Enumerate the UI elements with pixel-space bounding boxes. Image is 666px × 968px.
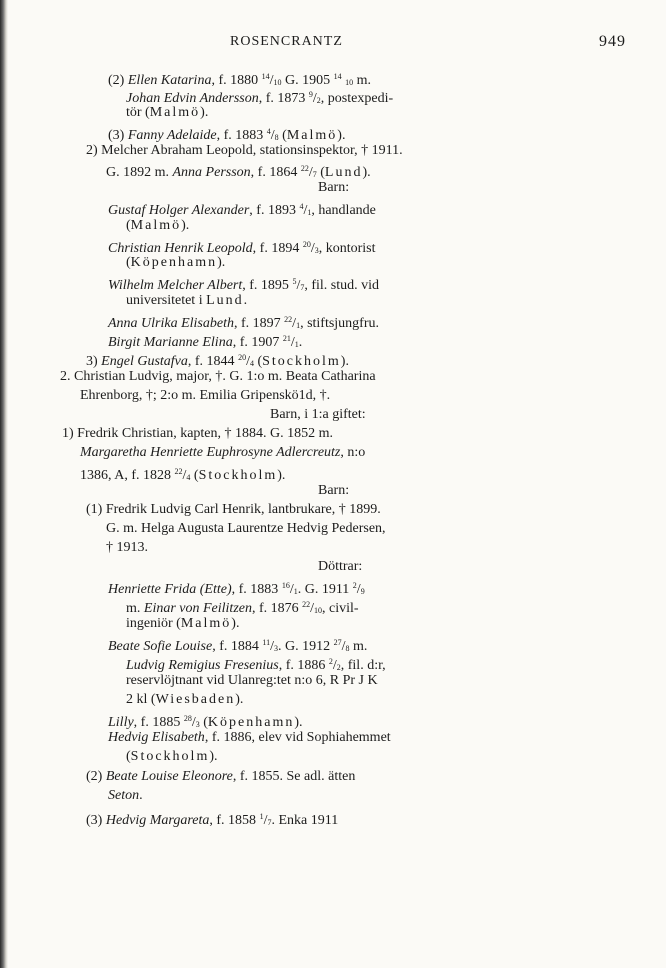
text-run: Stockholm	[130, 749, 210, 764]
text-line	[62, 425, 333, 443]
text-run: (	[199, 715, 208, 730]
text-run: Barn:	[318, 483, 350, 498]
text-run: Ludvig Remigius Fresenius	[126, 658, 279, 673]
text-run: 22	[284, 315, 293, 324]
text-run: (	[126, 218, 131, 233]
text-run: , f. 1886, elev vid Sophiahemmet	[204, 730, 391, 745]
text-run: 4	[186, 473, 191, 482]
text-run: 1	[307, 208, 312, 217]
text-line	[270, 406, 366, 424]
text-line	[126, 104, 208, 122]
text-run: 2	[328, 657, 333, 666]
text-run: /	[341, 639, 346, 654]
text-run: /	[332, 658, 337, 673]
text-run: 21	[282, 334, 291, 343]
text-run: 10	[345, 78, 354, 87]
text-run: Seton	[108, 788, 140, 803]
text-run: , f. 1873	[258, 91, 309, 106]
text-line	[108, 729, 391, 747]
text-line	[126, 748, 218, 766]
text-run: Gustaf Holger Alexander	[108, 203, 250, 218]
text-run: .	[243, 293, 248, 308]
text-run: 1	[294, 340, 299, 349]
text-run: , f. 1876	[251, 601, 303, 616]
text-run: Döttrar:	[318, 559, 363, 574]
text-line	[80, 387, 330, 405]
text-run: , f. 1883	[216, 128, 267, 143]
text-run: Wilhelm Melcher Albert	[108, 278, 243, 293]
text-run: Ehrenborg, †; 2:o m. Emilia Gripenskö1d, †.	[80, 388, 331, 403]
text-run: Barn, i 1:a giftet:	[270, 407, 366, 422]
text-line	[318, 558, 362, 576]
text-run: /	[303, 203, 308, 218]
text-line	[60, 368, 376, 386]
text-run: 1	[259, 812, 264, 821]
text-run: † 1913.	[106, 540, 148, 555]
text-run: 7	[267, 818, 272, 827]
text-run: 28	[183, 714, 192, 723]
text-run: , f. 1883	[231, 582, 282, 597]
text-run: 22	[174, 467, 183, 476]
text-run: /	[356, 582, 361, 597]
text-run: (	[126, 255, 131, 270]
text-run: , f. 1894	[252, 241, 303, 256]
text-run: 2	[336, 663, 341, 672]
text-run: Barn:	[318, 180, 350, 195]
text-run: , f. 1864	[250, 165, 301, 180]
text-line	[318, 179, 349, 197]
text-run: Beate Sofie Louise	[108, 639, 213, 654]
text-run: , f. 1897	[234, 316, 285, 331]
text-line	[318, 482, 349, 500]
text-run: /	[292, 316, 297, 331]
text-run: Fanny Adelaide	[127, 128, 217, 143]
text-line	[80, 463, 285, 487]
text-run: 22	[302, 600, 311, 609]
text-run: 8	[274, 133, 279, 142]
text-run: 9	[308, 90, 313, 99]
text-run: 14	[333, 72, 342, 81]
text-run: 11	[262, 638, 271, 647]
text-run: 22	[300, 164, 309, 173]
text-run: 7	[312, 170, 317, 179]
text-run: m.	[349, 639, 368, 654]
text-run: /	[269, 73, 274, 88]
text-run: 10	[273, 78, 282, 87]
text-run: 5	[292, 277, 297, 286]
text-run: /	[270, 639, 274, 654]
text-run: /	[310, 241, 315, 256]
text-run: 20	[238, 353, 247, 362]
text-run: /	[310, 601, 315, 616]
text-run: Engel Gustafva	[101, 354, 188, 369]
text-run: , civil-	[322, 601, 359, 616]
text-run: , f. 1884	[212, 639, 263, 654]
text-run: ).	[181, 218, 190, 233]
text-run: Hedvig Elisabeth	[108, 730, 205, 745]
text-run: m.	[126, 601, 144, 616]
text-run: 7	[300, 283, 305, 292]
text-run: Margaretha Henriette Euphrosyne Adlercreutz	[80, 445, 341, 460]
text-run: 8	[345, 644, 350, 653]
text-run: Beate Louise Eleonore	[105, 769, 233, 784]
text-run: Lund	[206, 293, 244, 308]
text-run: , fil. d:r,	[340, 658, 386, 673]
text-run: . G. 1911	[297, 582, 353, 597]
text-run: , fil. stud. vid	[304, 278, 379, 293]
page-binding-edge	[0, 0, 8, 968]
text-run: 1	[296, 321, 301, 330]
text-run: 2	[316, 96, 321, 105]
text-run: /	[296, 278, 301, 293]
text-run: Birgit Marianne Elina	[108, 335, 233, 350]
text-run: Malmö	[286, 128, 338, 143]
text-run: (2)	[108, 73, 128, 88]
text-run: G. m. Helga Augusta Laurentze Hedvig Pedersen,	[106, 521, 386, 536]
text-run: Malmö	[180, 616, 232, 631]
text-run: 2	[352, 581, 357, 590]
text-run: ).	[337, 128, 346, 143]
text-run: , f. 1893	[249, 203, 300, 218]
text-run: (3)	[86, 813, 106, 828]
text-run: ).	[231, 616, 240, 631]
text-run: 9	[360, 587, 365, 596]
text-line	[86, 808, 338, 832]
text-run: 3	[314, 246, 319, 255]
text-run: , kontorist	[318, 241, 376, 256]
text-run: .	[139, 788, 143, 803]
text-run: 1	[293, 587, 298, 596]
text-run: 10	[314, 606, 323, 615]
text-run: , handlande	[311, 203, 376, 218]
text-run: ).	[294, 715, 303, 730]
text-run: Lund	[324, 165, 363, 180]
text-run: ).	[277, 468, 286, 483]
text-run: 27	[333, 638, 342, 647]
text-run: 14	[261, 72, 270, 81]
text-line	[106, 520, 386, 538]
text-run: 2) Melcher Abraham Leopold, stationsinspektor, † 1911.	[86, 143, 403, 158]
text-run: ).	[362, 165, 371, 180]
text-run: (	[278, 128, 287, 143]
text-run: ).	[340, 354, 349, 369]
text-run: Anna Ulrika Elisabeth	[108, 316, 234, 331]
text-run: Hedvig Margareta	[105, 813, 210, 828]
running-title: ROSENCRANTZ	[230, 34, 343, 49]
text-run: Köpenhamn	[207, 715, 295, 730]
text-run: , f. 1907	[232, 335, 283, 350]
text-run: , f. 1886	[278, 658, 329, 673]
text-line	[86, 142, 403, 160]
text-run: m.	[353, 73, 372, 88]
text-run: /	[182, 468, 187, 483]
text-run: (	[190, 468, 199, 483]
text-run: 4	[249, 359, 254, 368]
text-run: (	[126, 749, 131, 764]
text-line	[106, 539, 148, 557]
text-run: 1386, A, f. 1828	[80, 468, 175, 483]
text-run: Malmö	[130, 218, 182, 233]
text-run: universitetet i	[126, 293, 207, 308]
text-run: Stockholm	[198, 468, 278, 483]
text-run: (1) Fredrik Ludvig Carl Henrik, lantbrukare, † 1899.	[86, 502, 381, 517]
text-run: 16	[281, 581, 290, 590]
text-run: 4	[299, 202, 304, 211]
text-run: /	[290, 335, 295, 350]
text-line	[80, 444, 365, 462]
text-run: (	[316, 165, 325, 180]
text-run: tör (	[126, 105, 150, 120]
text-run: Henriette Frida (Ette)	[108, 582, 232, 597]
text-run: ).	[217, 255, 226, 270]
text-line	[126, 254, 225, 272]
text-run: 3	[195, 720, 200, 729]
page-number: 949	[599, 33, 626, 50]
text-run: Lilly	[108, 715, 134, 730]
text-run: G. 1905	[281, 73, 334, 88]
text-line	[108, 787, 143, 805]
running-header	[0, 34, 666, 58]
text-run: Köpenhamn	[130, 255, 218, 270]
text-run: , f. 1844	[187, 354, 239, 369]
text-line	[86, 768, 355, 786]
text-run: Anna Persson	[172, 165, 251, 180]
text-run: ).	[209, 749, 218, 764]
text-run: . G. 1912	[277, 639, 334, 654]
text-run: 3)	[86, 354, 102, 369]
text-run: /	[289, 582, 294, 597]
text-run: 2. Christian Ludvig, major, †. G. 1:o m. Beata Catharina	[60, 369, 376, 384]
text-run: , stiftsjungfru.	[300, 316, 380, 331]
text-run: (	[253, 354, 263, 369]
text-run: 3	[273, 644, 278, 653]
text-run: ingeniör (	[126, 616, 181, 631]
text-run: /	[191, 715, 196, 730]
text-run: /	[246, 354, 250, 369]
text-run: 1) Fredrik Christian, kapten, † 1884. G. 1852 m.	[62, 426, 334, 441]
text-run: Ellen Katarina	[127, 73, 212, 88]
text-run: 20	[302, 240, 311, 249]
text-run: Malmö	[149, 105, 201, 120]
text-run: 4	[266, 127, 271, 136]
text-run: /	[308, 165, 313, 180]
text-run: , f. 1858	[209, 813, 260, 828]
text-run: Johan Edvin Andersson	[126, 91, 259, 106]
text-run: , f. 1895	[242, 278, 293, 293]
text-line	[126, 691, 243, 709]
text-run: /	[270, 128, 275, 143]
text-run: , postexpedi-	[320, 91, 394, 106]
text-run: Stockholm	[262, 354, 341, 369]
text-run: .	[298, 335, 303, 350]
text-line	[86, 501, 381, 519]
text-run: (3)	[108, 128, 128, 143]
text-run: ).	[200, 105, 209, 120]
text-line	[126, 615, 239, 633]
text-run: Wiesbaden	[155, 692, 236, 707]
text-run: , f. 1855. Se adl. ätten	[232, 769, 356, 784]
text-line	[126, 217, 189, 235]
text-run: Christian Henrik Leopold	[108, 241, 253, 256]
text-run: /	[263, 813, 268, 828]
text-run: G. 1892 m.	[106, 165, 173, 180]
text-run: . Enka 1911	[271, 813, 339, 828]
text-run: 2 kl (	[126, 692, 156, 707]
text-line	[126, 292, 247, 310]
text-line	[126, 672, 378, 690]
text-run: , f. 1885	[133, 715, 184, 730]
text-run: /	[312, 91, 317, 106]
text-run: Einar von Feilitzen	[143, 601, 252, 616]
text-run: ).	[235, 692, 244, 707]
text-run: (2)	[86, 769, 106, 784]
text-run: , n:o	[340, 445, 366, 460]
text-run: reservlöjtnant vid Ulanreg:tet n:o 6, R Pr J K	[126, 673, 378, 688]
text-run: , f. 1880	[211, 73, 262, 88]
